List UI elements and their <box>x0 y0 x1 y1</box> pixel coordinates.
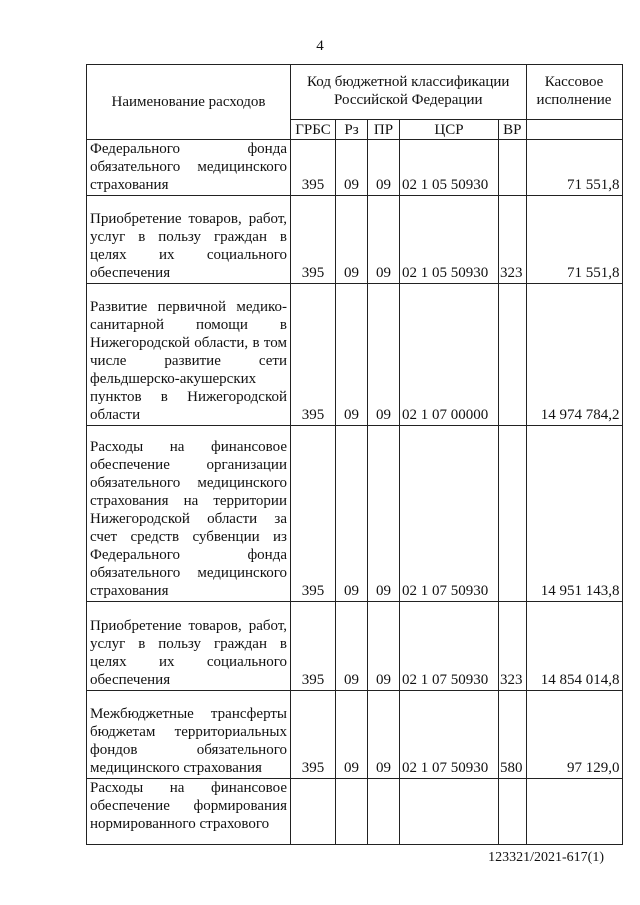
row-pr: 09 <box>368 691 400 779</box>
row-pr: 09 <box>368 602 400 691</box>
row-csr: 02 1 07 50930 <box>400 602 499 691</box>
row-vr: 323 <box>499 602 527 691</box>
row-rz: 09 <box>336 140 368 196</box>
row-rz: 09 <box>336 602 368 691</box>
row-name: Федерального фонда обязательного медицинского страхования <box>87 140 291 196</box>
header-csr: ЦСР <box>400 120 499 140</box>
row-amount: 97 129,0 <box>526 691 622 779</box>
row-rz: 09 <box>336 284 368 426</box>
row-grbs: 395 <box>291 691 336 779</box>
row-rz: 09 <box>336 691 368 779</box>
row-grbs <box>291 779 336 845</box>
row-name: Расходы на финансовое обеспечение организации обязательного медицинского страхования на территории Нижегородской области за счет средств субвенции из Федерального фонда обязательного медицинского страхования <box>87 426 291 602</box>
row-csr: 02 1 07 50930 <box>400 426 499 602</box>
header-vr: ВР <box>499 120 527 140</box>
row-pr: 09 <box>368 196 400 284</box>
row-pr: 09 <box>368 140 400 196</box>
header-execution: Кассовое исполнение <box>526 65 622 120</box>
row-rz <box>336 779 368 845</box>
row-csr: 02 1 07 00000 <box>400 284 499 426</box>
row-name: Расходы на финансовое обеспечение формирования нормированного страхового <box>87 779 291 845</box>
row-rz: 09 <box>336 196 368 284</box>
row-grbs: 395 <box>291 140 336 196</box>
table-row <box>87 602 623 691</box>
row-csr: 02 1 05 50930 <box>400 196 499 284</box>
row-csr <box>400 779 499 845</box>
page-number: 4 <box>316 38 324 54</box>
row-vr <box>499 284 527 426</box>
row-csr: 02 1 05 50930 <box>400 140 499 196</box>
header-rz: Рз <box>336 120 368 140</box>
row-grbs: 395 <box>291 284 336 426</box>
row-vr <box>499 779 527 845</box>
row-name: Развитие первичной медико-санитарной помощи в Нижегородской области, в том числе развитие сети фельдшерско-акушерских пунктов в Нижегородской области <box>87 284 291 426</box>
row-amount: 14 854 014,8 <box>526 602 622 691</box>
table-row <box>87 284 623 426</box>
row-amount <box>526 779 622 845</box>
row-grbs: 395 <box>291 196 336 284</box>
row-pr: 09 <box>368 426 400 602</box>
row-amount: 71 551,8 <box>526 140 622 196</box>
row-name: Межбюджетные трансферты бюджетам территориальных фондов обязательного медицинского страхования <box>87 691 291 779</box>
row-amount: 14 974 784,2 <box>526 284 622 426</box>
table-row <box>87 426 623 602</box>
row-name: Приобретение товаров, работ, услуг в пользу граждан в целях их социального обеспечения <box>87 196 291 284</box>
row-amount: 71 551,8 <box>526 196 622 284</box>
table-row <box>87 196 623 284</box>
row-amount: 14 951 143,8 <box>526 426 622 602</box>
header-code-group: Код бюджетной классификации Российской Федерации <box>291 65 527 120</box>
row-name: Приобретение товаров, работ, услуг в пользу граждан в целях их социального обеспечения <box>87 602 291 691</box>
header-name: Наименование расходов <box>87 65 291 140</box>
row-csr: 02 1 07 50930 <box>400 691 499 779</box>
row-pr <box>368 779 400 845</box>
row-grbs: 395 <box>291 602 336 691</box>
row-rz: 09 <box>336 426 368 602</box>
budget-table <box>86 64 623 845</box>
header-execution-spacer <box>526 120 622 140</box>
header-grbs: ГРБС <box>291 120 336 140</box>
row-pr: 09 <box>368 284 400 426</box>
row-vr <box>499 426 527 602</box>
document-id: 123321/2021-617(1) <box>488 850 604 865</box>
row-vr: 580 <box>499 691 527 779</box>
table-row <box>87 779 623 845</box>
table-row <box>87 140 623 196</box>
row-grbs: 395 <box>291 426 336 602</box>
row-vr <box>499 140 527 196</box>
table-row <box>87 691 623 779</box>
row-vr: 323 <box>499 196 527 284</box>
header-pr: ПР <box>368 120 400 140</box>
